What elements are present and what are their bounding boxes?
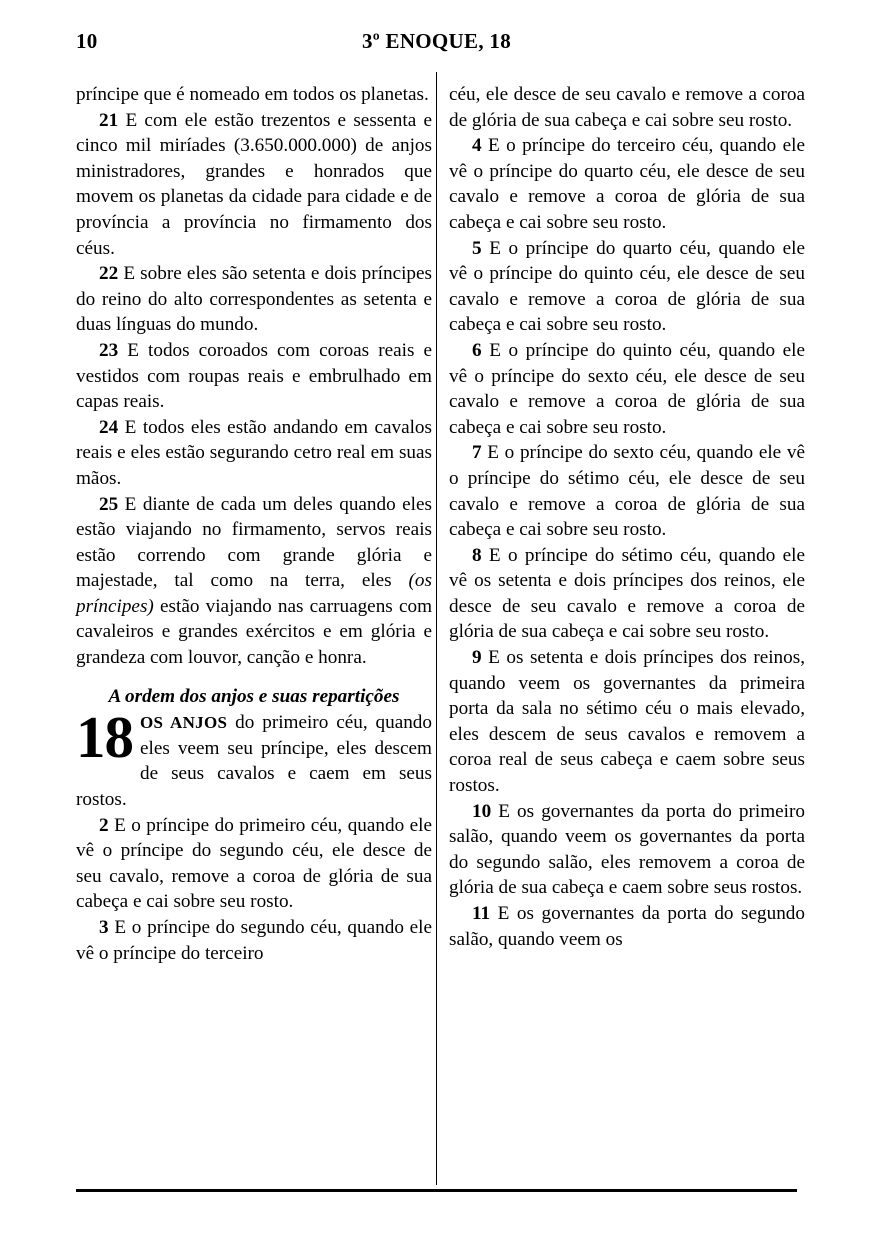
verse-number: 6 bbox=[472, 339, 482, 361]
text-column-left bbox=[76, 82, 432, 966]
verse-text: E diante de cada um deles quando eles estão viajando no firmamento, servos reais estão correndo com grande glória e majestade, tal como na terra, eles bbox=[76, 493, 432, 592]
paragraph-text: céu, ele desce de seu cavalo e remove a coroa de glória de sua cabeça e cai sobre seu rosto. bbox=[449, 84, 805, 131]
verse-paragraph bbox=[449, 338, 805, 440]
verse-paragraph bbox=[449, 133, 805, 235]
verse-text: E os setenta e dois príncipes dos reinos, quando veem os governantes da primeira porta da sala no sétimo céu o mais elevado, eles descem de seus cavalos e removem a coroa real de seus cabeça e caem sobre seus rostos. bbox=[449, 647, 806, 797]
verse-paragraph bbox=[449, 799, 805, 901]
verse-number: 2 bbox=[99, 814, 109, 836]
paragraph-continuation bbox=[76, 82, 432, 108]
verse-paragraph bbox=[76, 492, 432, 671]
verse-text-tail: estão viajando nas carruagens com cavaleiros e grandes exércitos e em glória e grandeza com louvor, canção e honra. bbox=[76, 595, 432, 669]
verse-paragraph bbox=[76, 108, 432, 262]
verse-number: 8 bbox=[472, 544, 482, 566]
verse-paragraph bbox=[76, 415, 432, 492]
verse-paragraph bbox=[449, 543, 805, 645]
verse-text: E o príncipe do quarto céu, quando ele vê o príncipe do quinto céu, ele desce de seu cavalo e remove a coroa de glória de sua cabeça e cai sobre seu rosto. bbox=[449, 237, 805, 336]
verse-space bbox=[118, 340, 127, 361]
verse-paragraph bbox=[449, 440, 805, 542]
chapter-opening-text: do primeiro céu, quando eles veem seu príncipe, eles descem de seus cavalos e caem em seus rostos. bbox=[76, 712, 432, 810]
verse-number: 4 bbox=[472, 135, 482, 157]
chapter-opening-paragraph bbox=[76, 704, 432, 812]
verse-number: 23 bbox=[99, 339, 119, 361]
verse-number: 22 bbox=[99, 263, 119, 285]
bottom-rule bbox=[76, 1189, 797, 1192]
verse-number: 24 bbox=[99, 416, 119, 438]
verse-paragraph bbox=[76, 261, 432, 338]
running-head bbox=[76, 28, 797, 58]
verse-number: 3 bbox=[99, 916, 109, 938]
verse-number: 7 bbox=[472, 442, 482, 464]
verse-space bbox=[482, 545, 489, 566]
verse-text: E os governantes da porta do segundo salão, quando veem os bbox=[449, 903, 805, 950]
section-heading: A ordem dos anjos e suas repartições bbox=[108, 685, 400, 707]
verse-text: E com ele estão trezentos e sessenta e cinco mil miríades (3.650.000.000) de anjos ministradores, grandes e honrados que movem os planetas da cidade para cidade e de província a província no firmamento dos céus. bbox=[76, 109, 432, 259]
column-divider-rule bbox=[436, 72, 437, 1185]
paragraph-text: príncipe que é nomeado em todos os planetas. bbox=[76, 84, 429, 105]
verse-text: E todos eles estão andando em cavalos reais e eles estão segurando cetro real em suas mãos. bbox=[76, 416, 432, 489]
verse-number: 11 bbox=[472, 903, 491, 924]
book-title-text: 3º ENOQUE, 18 bbox=[361, 29, 512, 53]
page-number: 10 bbox=[76, 29, 98, 53]
verse-number: 25 bbox=[99, 493, 119, 515]
verse-text: E o príncipe do terceiro céu, quando ele vê o príncipe do quarto céu, ele desce de seu cavalo e remove a coroa de glória de sua cabeça e cai sobre seu rosto. bbox=[449, 135, 805, 233]
verse-paragraph bbox=[449, 645, 805, 799]
paragraph-continuation bbox=[449, 82, 805, 133]
text-column-right bbox=[449, 82, 805, 952]
verse-number: 9 bbox=[472, 647, 482, 669]
verse-text: E o príncipe do segundo céu, quando ele vê o príncipe do terceiro bbox=[76, 916, 433, 964]
verse-number: 21 bbox=[99, 109, 119, 131]
verse-paragraph bbox=[76, 915, 432, 966]
verse-paragraph bbox=[449, 901, 805, 952]
chapter-number-dropcap: 18 bbox=[76, 704, 133, 771]
verse-number: 10 bbox=[472, 800, 492, 822]
chapter-opening-smallcaps: OS ANJOS bbox=[140, 713, 228, 733]
verse-gloss-italic: (os príncipes) bbox=[76, 570, 432, 617]
verse-text: E o príncipe do primeiro céu, quando ele vê o príncipe do segundo céu, ele desce de seu cavalo, remove a coroa de glória de sua cabeça e cai sobre seu rosto. bbox=[76, 814, 432, 913]
verse-text: E os governantes da porta do primeiro salão, quando veem os governantes da porta do segundo salão, eles removem a coroa de glória de sua cabeça e caem sobre seus rostos. bbox=[449, 800, 805, 899]
verse-text: E o príncipe do quinto céu, quando ele vê o príncipe do sexto céu, ele desce de seu cavalo e remove a coroa de glória de sua cabeça e cai sobre seu rosto. bbox=[449, 339, 805, 438]
verse-text: E o príncipe do sétimo céu, quando ele vê os setenta e dois príncipes dos reinos, ele desce de seu cavalo e remove a coroa de glória de sua cabeça e cai sobre seu rosto. bbox=[449, 544, 805, 643]
verse-text: E todos coroados com coroas reais e vestidos com roupas reais e embrulhado em capas reais. bbox=[76, 339, 432, 413]
verse-paragraph bbox=[449, 236, 805, 338]
book-title bbox=[76, 28, 797, 54]
verse-space bbox=[490, 903, 498, 924]
verse-text: E o príncipe do sexto céu, quando ele vê o príncipe do sétimo céu, ele desce de seu cavalo e remove a coroa de glória de sua cabeça e cai sobre seu rosto. bbox=[449, 442, 805, 541]
verse-text: E sobre eles são setenta e dois príncipes do reino do alto correspondentes as setenta e duas línguas do mundo. bbox=[76, 263, 433, 336]
verse-number: 5 bbox=[472, 237, 482, 259]
verse-paragraph bbox=[76, 338, 432, 415]
verse-paragraph bbox=[76, 813, 432, 915]
